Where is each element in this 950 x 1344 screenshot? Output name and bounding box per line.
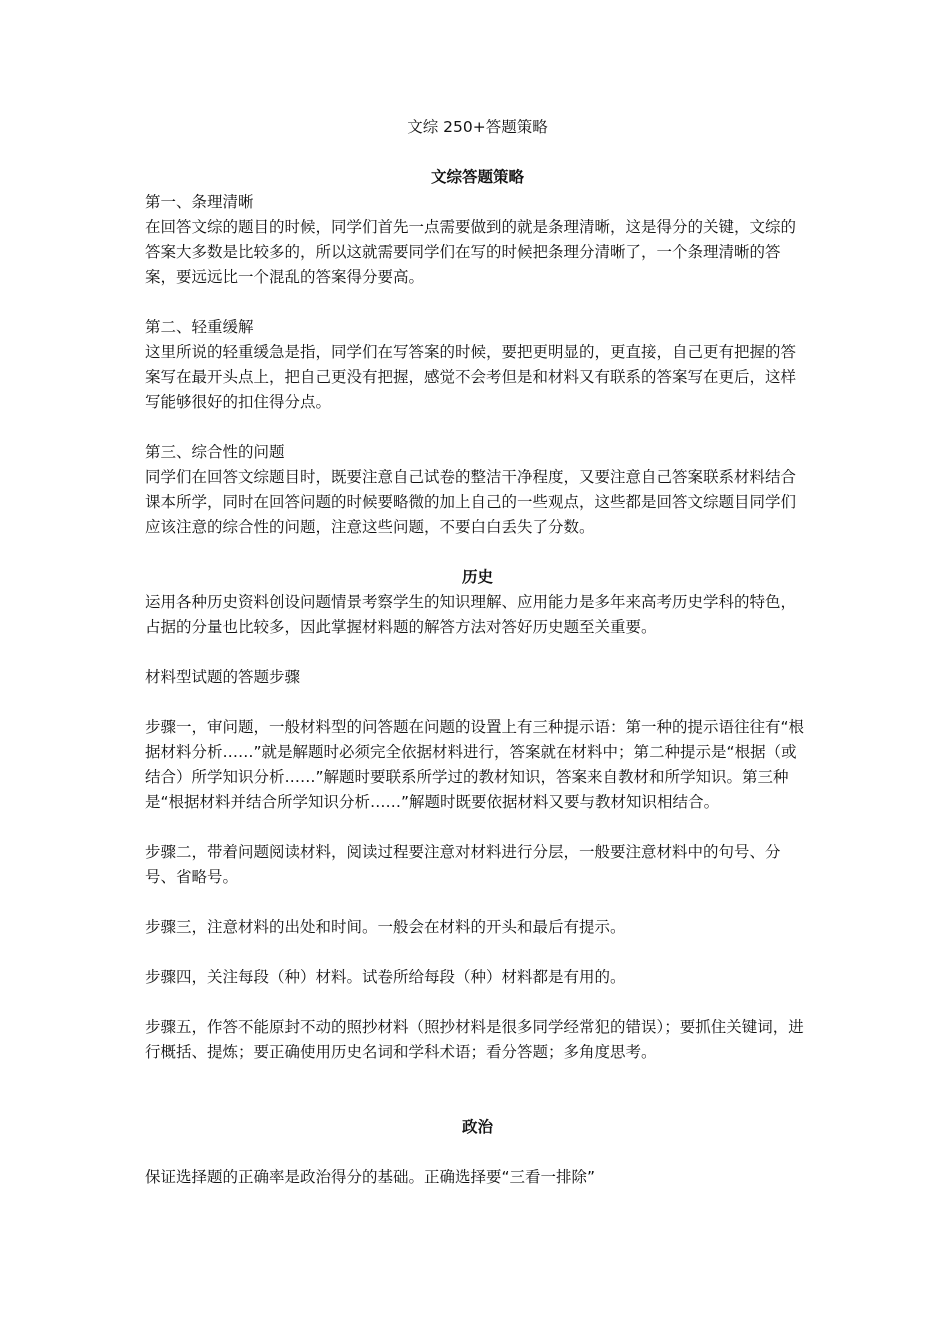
subheading: 材料型试题的答题步骤 — [145, 668, 301, 686]
section-heading-history: 历史 — [461, 568, 493, 586]
spacer — [145, 415, 810, 440]
step-paragraph: 步骤一，审问题，一般材料型的问答题在问题的设置上有三种提示语：第一种的提示语往往有“根据材料分析……”就是解题时必须完全依据材料进行，答案就在材料中；第二种提示是“根据（或结合）所学知识分析……”解题时要联系所学过的教材知识，答案来自教材和所学知识。第三种是“根据材料并结合所学知识分析……”解题时既要依据材料又要与教材知识相结合。 — [145, 718, 805, 811]
paragraph: 在回答文综的题目的时候，同学们首先一点需要做到的就是条理清晰，这是得分的关键，文综的答案大多数是比较多的，所以这就需要同学们在写的时候把条理分清晰了，一个条理清晰的答案，要远远比一个混乱的答案得分要高。 — [145, 218, 797, 286]
spacer — [145, 940, 810, 965]
spacer — [145, 815, 810, 840]
document-title: 文综 250+答题策略 — [407, 118, 548, 136]
spacer — [145, 540, 810, 565]
document-body — [145, 115, 810, 1190]
section-heading-strategy: 文综答题策略 — [430, 168, 524, 186]
paragraph: 这里所说的轻重缓急是指，同学们在写答案的时候，要把更明显的，更直接，自己更有把握的答案写在最开头点上，把自己更没有把握，感觉不会考但是和材料又有联系的答案写在更后，这样写能够很好的扣住得分点。 — [145, 343, 797, 411]
step-paragraph: 步骤二，带着问题阅读材料，阅读过程要注意对材料进行分层，一般要注意材料中的句号、分号、省略号。 — [145, 843, 781, 886]
paragraph: 保证选择题的正确率是政治得分的基础。正确选择要“三看一排除” — [145, 1168, 596, 1186]
spacer — [145, 1065, 810, 1115]
spacer — [145, 140, 810, 165]
paragraph: 同学们在回答文综题目时，既要注意自己试卷的整洁干净程度，又要注意自己答案联系材料结合课本所学，同时在回答问题的时候要略微的加上自己的一些观点，这些都是回答文综题目同学们应该注意的综合性的问题，注意这些问题，不要白白丢失了分数。 — [145, 468, 797, 536]
step-paragraph: 步骤四，关注每段（种）材料。试卷所给每段（种）材料都是有用的。 — [145, 968, 626, 986]
point-heading: 第三、综合性的问题 — [145, 443, 285, 461]
point-heading: 第二、轻重缓解 — [145, 318, 254, 336]
spacer — [145, 990, 810, 1015]
step-paragraph: 步骤三，注意材料的出处和时间。一般会在材料的开头和最后有提示。 — [145, 918, 626, 936]
section-heading-politics: 政治 — [461, 1118, 493, 1136]
spacer — [145, 890, 810, 915]
point-heading: 第一、条理清晰 — [145, 193, 254, 211]
spacer — [145, 640, 810, 665]
spacer — [145, 290, 810, 315]
paragraph: 运用各种历史资料创设问题情景考察学生的知识理解、应用能力是多年来高考历史学科的特色，占据的分量也比较多，因此掌握材料题的解答方法对答好历史题至关重要。 — [145, 593, 797, 636]
spacer — [145, 690, 810, 715]
spacer — [145, 1140, 810, 1165]
step-paragraph: 步骤五，作答不能原封不动的照抄材料（照抄材料是很多同学经常犯的错误）；要抓住关键词，进行概括、提炼；要正确使用历史名词和学科术语；看分答题；多角度思考。 — [145, 1018, 804, 1061]
